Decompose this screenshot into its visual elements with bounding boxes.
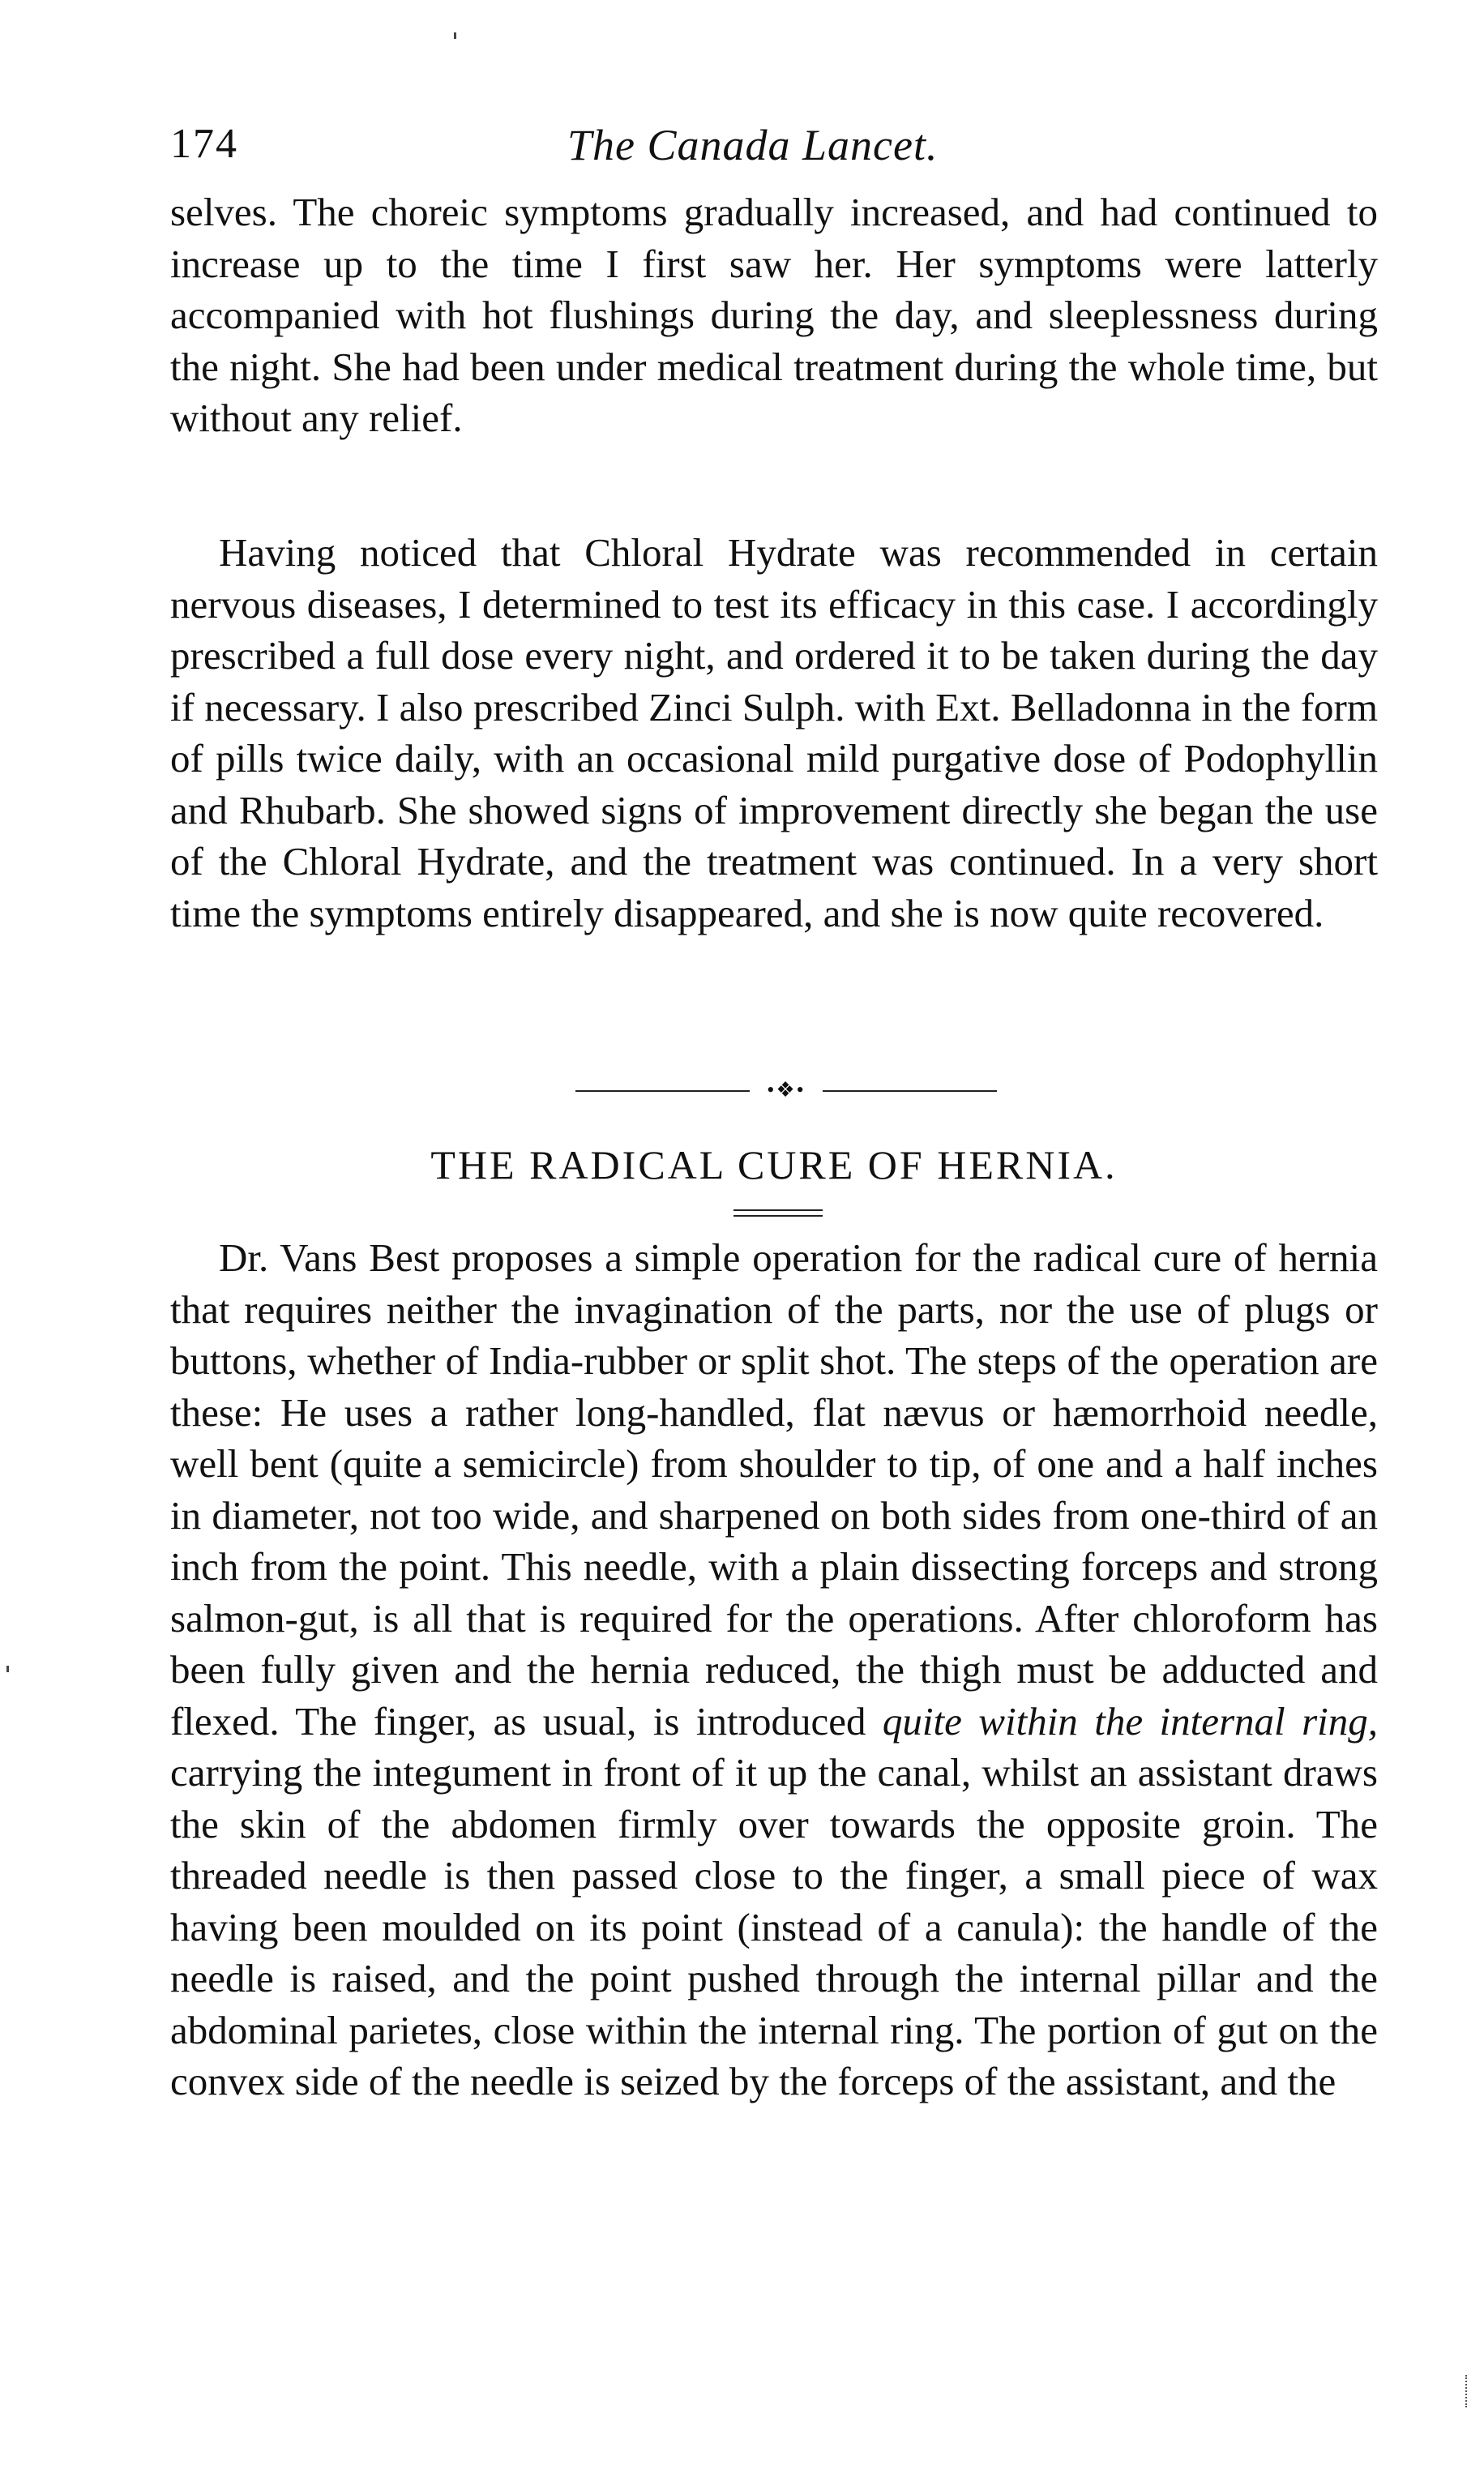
title-underline-rule	[733, 1209, 823, 1217]
hernia-text-part-2: carrying the integument in front of it up the canal, whilst an assistant draws the skin of the abdomen firmly over towards the opposite groin. The threaded needle is then passed close to the finger, a small piece of wax having been moulded on its point (instead of a canula): the handle of the needle is raised, and the point pushed through the internal pillar and the abdominal parietes, close within the internal ring. The portion of gut on the convex side of the needle is seized by the forceps of the assistant, and the	[170, 1750, 1378, 2103]
hernia-text-part-1: Dr. Vans Best proposes a simple operation for the radical cure of hernia that requires neither the invagination of the parts, nor the use of plugs or buttons, whether of India-rubber or split shot. The steps of the operation are these: He uses a rather long-handled, flat nævus or hæmorrhoid needle, well bent (quite a semicircle) from shoulder to tip, of one and a half inches in diameter, not too wide, and sharpened on both sides from one-third of an inch from the point. This needle, with a plain dissecting forceps and strong salmon-gut, is all that is required for the operations. After chloroform has been fully given and the hernia reduced, the thigh must be adducted and flexed. The finger, as usual, is introduced	[170, 1235, 1378, 1744]
section-title: THE RADICAL CURE OF HERNIA.	[430, 1142, 1118, 1187]
divider-line-left	[575, 1090, 750, 1092]
paragraph-chloral-treatment: Having noticed that Chloral Hydrate was recommended in certain nervous diseases, I determined to test its efficacy in this case. I accordingly prescribed a full dose every night, and ordered it to be taken during the day if necessary. I also prescribed Zinci Sulph. with Ext. Belladonna in the form of pills twice daily, with an occasional mild purgative dose of Podophyllin and Rhubarb. She showed signs of improvement directly she began the use of the Chloral Hydrate, and the treatment was continued. In a very short time the symptoms entirely disappeared, and she is now quite recovered.	[170, 530, 1378, 935]
scan-speck	[454, 32, 456, 39]
divider-line-right	[823, 1090, 997, 1092]
margin-mark	[1465, 2375, 1470, 2407]
hernia-text-emphasis: quite within the internal ring,	[882, 1698, 1378, 1744]
running-head	[170, 120, 1378, 177]
journal-title: The Canada Lancet.	[567, 121, 939, 169]
section-divider-ornament	[575, 1078, 997, 1102]
paragraph-continuation: selves. The choreic symptoms gradually increased, and had continued to increase up to the time I first saw her. Her symptoms were latterly accompanied with hot flushings during the day, and sleeplessness during the night. She had been under medical treatment during the whole time, but without any relief.	[170, 190, 1378, 440]
scan-speck	[6, 1666, 9, 1672]
divider-knot-icon: •❖•	[767, 1078, 806, 1102]
paragraph-hernia-operation	[170, 1232, 1378, 2107]
page-number: 174	[170, 121, 238, 167]
